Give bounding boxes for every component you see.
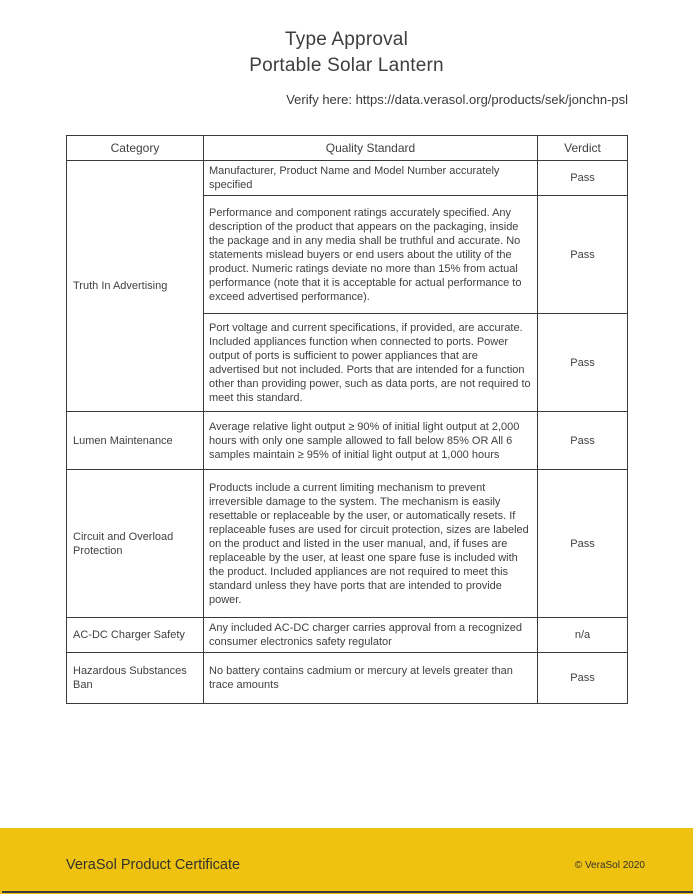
footer-copyright: © VeraSol 2020: [574, 859, 645, 871]
verdict-cell: Pass: [538, 196, 628, 314]
quality-standards-table: [66, 135, 628, 704]
page-subtitle: Portable Solar Lantern: [249, 55, 444, 76]
table-row: [67, 161, 628, 196]
verdict-cell: Pass: [538, 161, 628, 196]
table-row: [67, 470, 628, 618]
category-cell: Truth In Advertising: [67, 161, 204, 412]
page-title: Type Approval: [284, 29, 408, 50]
verdict-cell: n/a: [538, 618, 628, 653]
standard-cell: No battery contains cadmium or mercury at levels greater than trace amounts: [204, 653, 538, 704]
verdict-cell: Pass: [538, 653, 628, 704]
category-cell: Lumen Maintenance: [67, 412, 204, 470]
standard-cell: Port voltage and current specifications, if provided, are accurate. Included appliances function when connected to ports. Power output of ports is sufficient to power appliances that are advertised but not included. Ports that are intended for a function other than providing power, such as data ports, are not required to meet this standard.: [204, 314, 538, 412]
standard-cell: Performance and component ratings accurately specified. Any description of the product that appears on the packaging, inside the package and in any media shall be truthful and accurate. No statements mislead buyers or end users about the utility of the product. Numeric ratings deviate no more than 15% from actual performance (note that it is acceptable for actual performance to exceed advertised performance).: [204, 196, 538, 314]
table-row: [67, 618, 628, 653]
category-cell: AC-DC Charger Safety: [67, 618, 204, 653]
page-bottom-border: [2, 891, 693, 893]
table-row: [67, 653, 628, 704]
category-cell: Hazardous Substances Ban: [67, 653, 204, 704]
table-header-row: [67, 136, 628, 161]
verify-link[interactable]: Verify here: https://data.verasol.org/products/sek/jonchn-psl: [286, 92, 628, 107]
column-header-verdict: Verdict: [538, 136, 628, 161]
table-row: [67, 412, 628, 470]
title-block: [0, 27, 693, 79]
footer-band: [0, 828, 693, 894]
standard-cell: Any included AC-DC charger carries approval from a recognized consumer electronics safety regulator: [204, 618, 538, 653]
category-cell: Circuit and Overload Protection: [67, 470, 204, 618]
column-header-quality-standard: Quality Standard: [204, 136, 538, 161]
verdict-cell: Pass: [538, 314, 628, 412]
standard-cell: Products include a current limiting mechanism to prevent irreversible damage to the system. The mechanism is easily resettable or replaceable by the user, or automatically resets. If replaceable fuses are used for circuit protection, sizes are labeled on the product and listed in the user manual, and, if fuses are replaceable by the user, at least one spare fuse is included with the product. Included appliances are not required to meet this standard unless they have ports that are intended to provide power.: [204, 470, 538, 618]
footer-title: VeraSol Product Certificate: [66, 857, 241, 873]
standard-cell: Manufacturer, Product Name and Model Number accurately specified: [204, 161, 538, 196]
verdict-cell: Pass: [538, 470, 628, 618]
verdict-cell: Pass: [538, 412, 628, 470]
column-header-category: Category: [67, 136, 204, 161]
standard-cell: Average relative light output ≥ 90% of initial light output at 2,000 hours with only one sample allowed to fall below 85% OR All 6 samples maintain ≥ 95% of initial light output at 1,000 hours: [204, 412, 538, 470]
